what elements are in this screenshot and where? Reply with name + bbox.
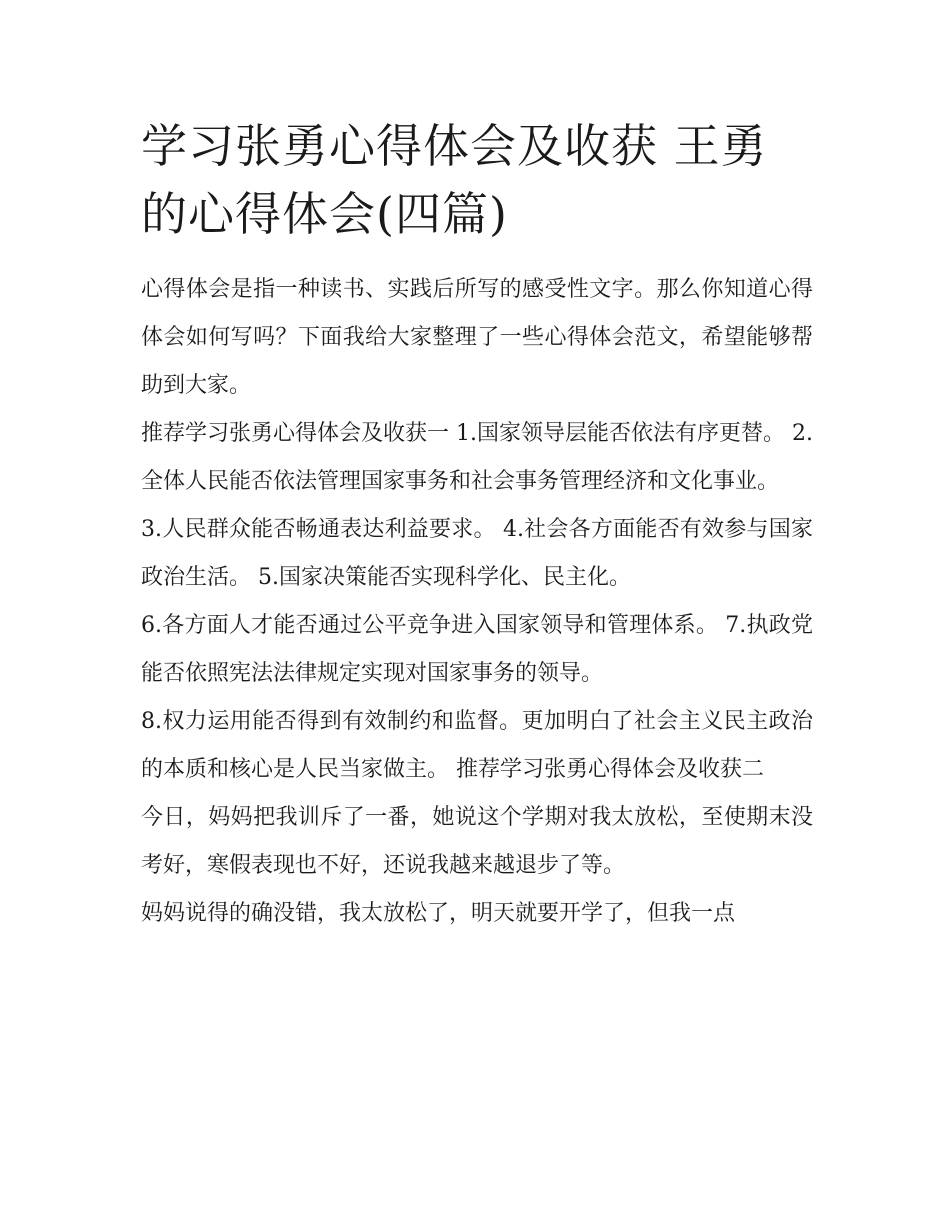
document-title: 学习张勇心得体会及收获 王勇的心得体会(四篇) [141,119,768,241]
paragraph-1: 推荐学习张勇心得体会及收获一 1.国家领导层能否依法有序更替。 2.全体人民能否依法管理国家事务和社会事务管理经济和文化事业。 [141,421,813,494]
paragraph-3: 6.各方面人才能否通过公平竞争进入国家领导和管理体系。 7.执政党能否依照宪法法律规定实现对国家事务的领导。 [141,613,813,686]
paragraph-2: 3.人民群众能否畅通表达利益要求。 4.社会各方面能否有效参与国家政治生活。 5.国家决策能否实现科学化、民主化。 [141,517,813,590]
paragraph-5: 今日，妈妈把我训斥了一番，她说这个学期对我太放松，至使期末没考好，寒假表现也不好，还说我越来越退步了等。 [141,805,813,878]
paragraph-4: 8.权力运用能否得到有效制约和监督。更加明白了社会主义民主政治的本质和核心是人民当家做主。 推荐学习张勇心得体会及收获二 [141,709,813,782]
document-page [141,112,813,938]
paragraph-intro: 心得体会是指一种读书、实践后所写的感受性文字。那么你知道心得体会如何写吗？下面我给大家整理了一些心得体会范文，希望能够帮助到大家。 [141,277,813,398]
paragraph-6: 妈妈说得的确没错，我太放松了，明天就要开学了，但我一点 [141,901,736,926]
